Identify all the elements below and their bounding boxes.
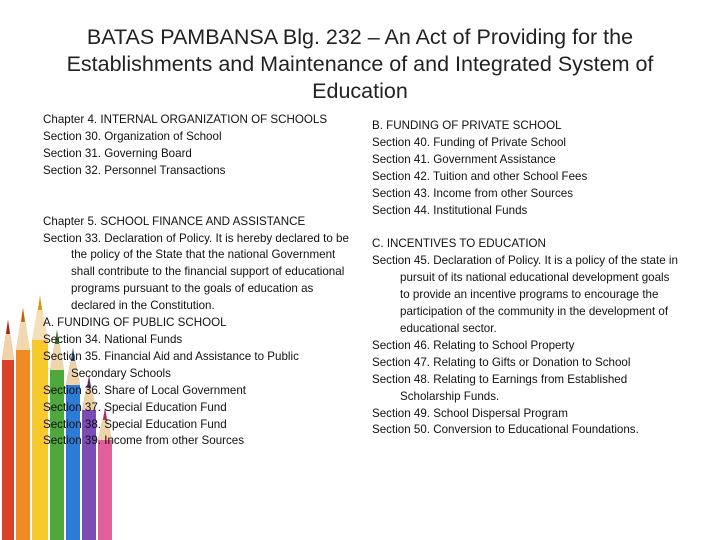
- section-49: Section 49. School Dispersal Program: [372, 406, 568, 420]
- section-42: Section 42. Tuition and other School Fees: [372, 169, 588, 183]
- section-34: Section 34. National Funds: [43, 332, 183, 346]
- section-37: Section 37. Special Education Fund: [43, 400, 227, 414]
- private-funding-heading: B. FUNDING OF PRIVATE SCHOOL: [372, 119, 562, 132]
- section-44: Section 44. Institutional Funds: [372, 203, 528, 217]
- section-39: Section 39. Income from other Sources: [43, 434, 245, 448]
- section-32: Section 32. Personnel Transactions: [43, 163, 226, 177]
- pencil-red: [2, 320, 14, 540]
- section-48: Section 48. Relating to Earnings from Established Scholarship Funds.: [372, 372, 628, 403]
- left-column: [43, 112, 353, 450]
- slide-title: BATAS PAMBANSA Blg. 232 – An Act of Providing for the Establishments and Maintenance of and Integrated System of Education: [66, 25, 654, 103]
- section-47: Section 47. Relating to Gifts or Donation to School: [372, 355, 631, 369]
- section-40: Section 40. Funding of Private School: [372, 135, 566, 149]
- spacer: [43, 180, 353, 197]
- section-46: Section 46. Relating to School Property: [372, 338, 575, 352]
- chapter-5-heading: Chapter 5. SCHOOL FINANCE AND ASSISTANCE: [43, 214, 306, 228]
- section-30: Section 30. Organization of School: [43, 129, 222, 143]
- section-33: Section 33. Declaration of Policy. It is hereby declared to be the policy of the State that the national Government shall contribute to the financial support of educational programs pursuant to the goals of education as declared in the Constitution.: [43, 231, 349, 313]
- spacer: [372, 219, 682, 236]
- chapter-4-heading: Chapter 4. INTERNAL ORGANIZATION OF SCHOOLS: [43, 113, 328, 126]
- section-43: Section 43. Income from other Sources: [372, 186, 574, 200]
- pencil-orange: [16, 308, 30, 540]
- section-41: Section 41. Government Assistance: [372, 152, 556, 166]
- section-50: Section 50. Conversion to Educational Foundations.: [372, 423, 639, 437]
- section-38: Section 38. Special Education Fund: [43, 417, 227, 431]
- right-column: [372, 118, 682, 439]
- section-45: Section 45. Declaration of Policy. It is a policy of the state in pursuit of its national educational development goals to provide an incentive programs to encourage the participation of the community in the development of educational sector.: [372, 254, 678, 335]
- spacer: [43, 197, 353, 214]
- section-36: Section 36. Share of Local Government: [43, 383, 247, 397]
- public-funding-heading: A. FUNDING OF PUBLIC SCHOOL: [43, 316, 227, 330]
- section-31: Section 31. Governing Board: [43, 146, 192, 160]
- section-35: Section 35. Financial Aid and Assistance to Public Secondary Schools: [43, 349, 299, 380]
- incentives-heading: C. INCENTIVES TO EDUCATION: [372, 237, 546, 251]
